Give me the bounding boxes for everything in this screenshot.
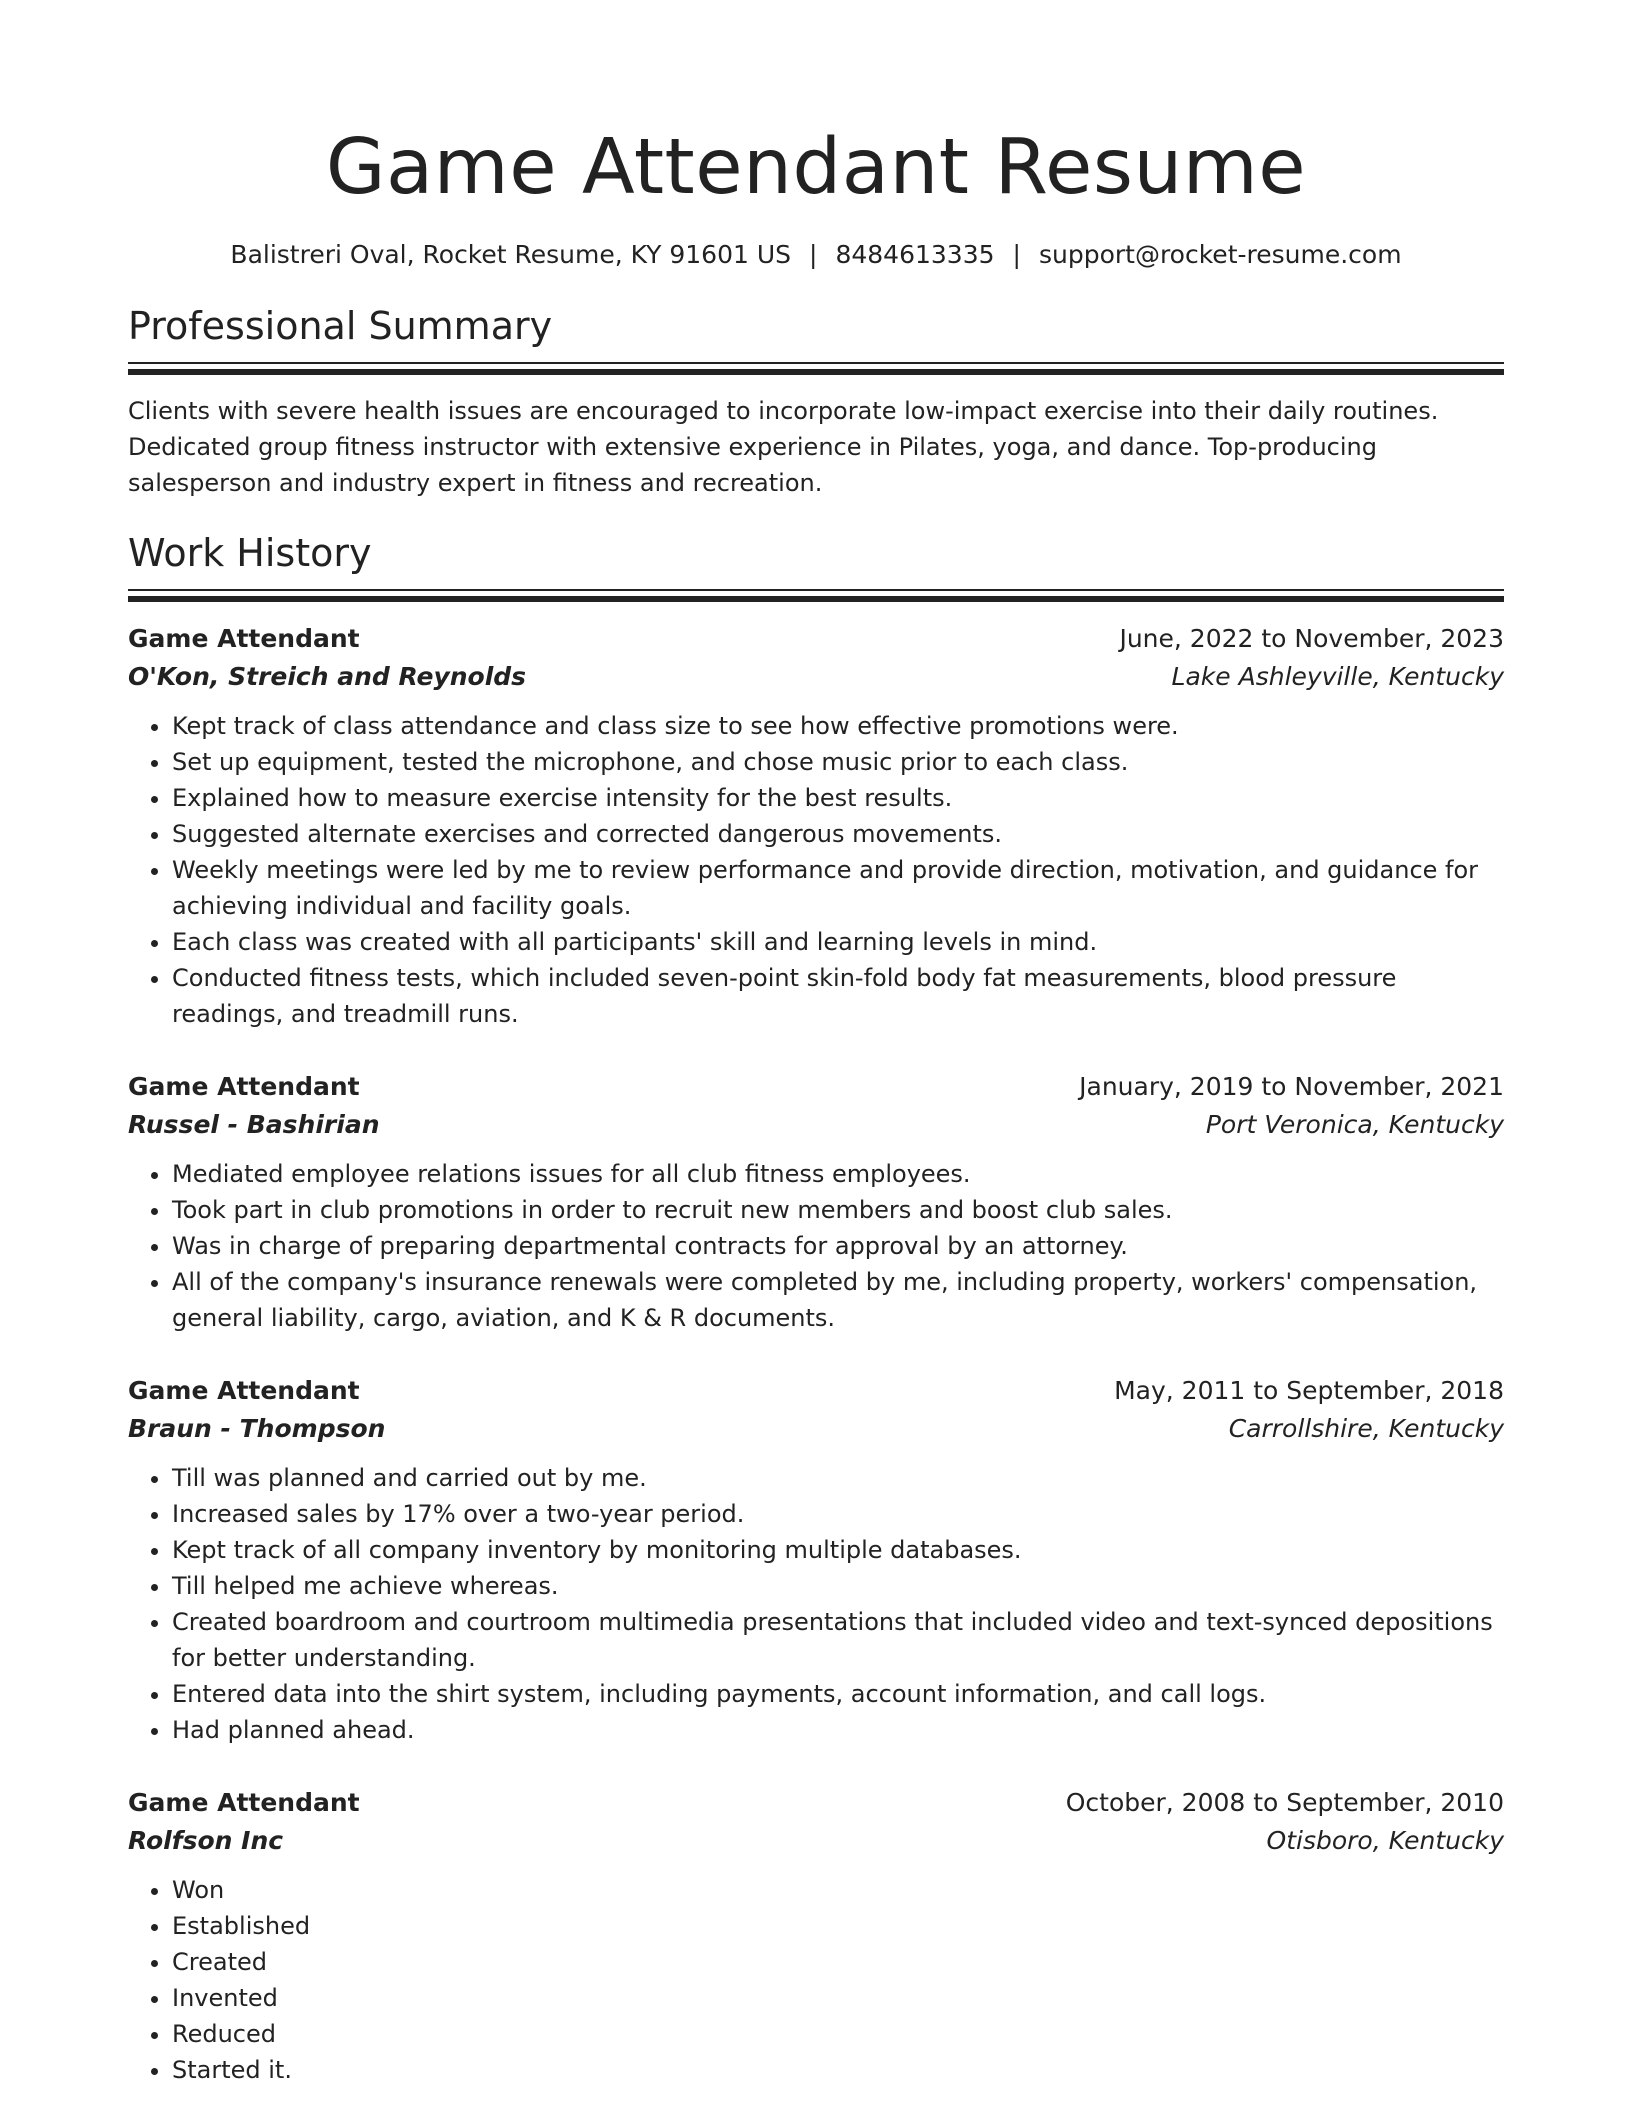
job-header-row	[128, 1784, 1504, 1822]
list-item: • Kept track of class attendance and class size to see how effective promotions were.	[172, 708, 1504, 744]
job-title: Game Attendant	[128, 1072, 360, 1101]
list-item: • Till helped me achieve whereas.	[172, 1568, 1504, 1604]
list-item: • Took part in club promotions in order to recruit new members and boost club sales.	[172, 1192, 1504, 1228]
job-dates: June, 2022 to November, 2023	[1119, 624, 1504, 653]
section-divider	[128, 589, 1504, 602]
resume-title: Game Attendant Resume	[325, 123, 1307, 212]
job-bullets	[128, 708, 1504, 1032]
job-entry	[128, 620, 1504, 1032]
job-entry	[128, 1372, 1504, 1748]
job-header-row	[128, 620, 1504, 658]
job-location: Carrollshire, Kentucky	[1228, 1414, 1504, 1443]
job-title: Game Attendant	[128, 1376, 360, 1405]
address: Balistreri Oval, Rocket Resume, KY 91601 US	[230, 240, 792, 269]
company-name: Russel - Bashirian	[128, 1110, 380, 1139]
section-title-work-history: Work History	[128, 531, 372, 575]
list-item: • Suggested alternate exercises and corrected dangerous movements.	[172, 816, 1504, 852]
phone: 8484613335	[835, 240, 995, 269]
section-divider	[128, 362, 1504, 375]
job-location: Port Veronica, Kentucky	[1205, 1110, 1504, 1139]
job-location: Otisboro, Kentucky	[1266, 1826, 1504, 1855]
company-name: Rolfson Inc	[128, 1826, 284, 1855]
list-item: • Mediated employee relations issues for all club fitness employees.	[172, 1156, 1504, 1192]
job-company-row	[128, 1410, 1504, 1448]
list-item: • Established	[172, 1908, 1504, 1944]
job-title: Game Attendant	[128, 1788, 360, 1817]
job-bullets	[128, 1156, 1504, 1336]
list-item: • Had planned ahead.	[172, 1712, 1504, 1748]
section-title-summary: Professional Summary	[128, 304, 553, 348]
job-dates: October, 2008 to September, 2010	[1065, 1788, 1504, 1817]
list-item: • Kept track of all company inventory by monitoring multiple databases.	[172, 1532, 1504, 1568]
job-location: Lake Ashleyville, Kentucky	[1171, 662, 1504, 691]
job-bullets	[128, 1872, 1504, 2088]
list-item: • Invented	[172, 1980, 1504, 2016]
contact-separator: |	[1012, 240, 1021, 269]
job-header-row	[128, 1068, 1504, 1106]
list-item: • Set up equipment, tested the microphone, and chose music prior to each class.	[172, 744, 1504, 780]
list-item: • Created	[172, 1944, 1504, 1980]
email: support@rocket-resume.com	[1038, 240, 1402, 269]
list-item: • Increased sales by 17% over a two-year period.	[172, 1496, 1504, 1532]
job-dates: May, 2011 to September, 2018	[1114, 1376, 1504, 1405]
job-entry	[128, 1068, 1504, 1336]
list-item: • Weekly meetings were led by me to review performance and provide direction, motivation, and guidance for achieving individual and facility goals.	[172, 852, 1504, 924]
list-item: • Was in charge of preparing departmental contracts for approval by an attorney.	[172, 1228, 1504, 1264]
job-bullets	[128, 1460, 1504, 1748]
contact-separator: |	[809, 240, 818, 269]
job-dates: January, 2019 to November, 2021	[1079, 1072, 1504, 1101]
job-company-row	[128, 658, 1504, 696]
job-title: Game Attendant	[128, 624, 360, 653]
job-company-row	[128, 1106, 1504, 1144]
list-item: • Conducted fitness tests, which included seven-point skin-fold body fat measurements, blood pressure readings, and treadmill runs.	[172, 960, 1504, 1032]
work-history-list	[128, 620, 1504, 2088]
list-item: • Each class was created with all participants' skill and learning levels in mind.	[172, 924, 1504, 960]
list-item: • Won	[172, 1872, 1504, 1908]
job-company-row	[128, 1822, 1504, 1860]
list-item: • Created boardroom and courtroom multimedia presentations that included video and text-synced depositions for better understanding.	[172, 1604, 1504, 1676]
list-item: • Entered data into the shirt system, including payments, account information, and call logs.	[172, 1676, 1504, 1712]
job-header-row	[128, 1372, 1504, 1410]
job-entry	[128, 1784, 1504, 2088]
list-item: • Till was planned and carried out by me.	[172, 1460, 1504, 1496]
company-name: Braun - Thompson	[128, 1414, 386, 1443]
list-item: • All of the company's insurance renewals were completed by me, including property, workers' compensation, general liability, cargo, aviation, and K & R documents.	[172, 1264, 1504, 1336]
list-item: • Explained how to measure exercise intensity for the best results.	[172, 780, 1504, 816]
list-item: • Reduced	[172, 2016, 1504, 2052]
list-item: • Started it.	[172, 2052, 1504, 2088]
company-name: O'Kon, Streich and Reynolds	[128, 662, 527, 691]
contact-line	[128, 238, 1504, 272]
summary-text: Clients with severe health issues are encouraged to incorporate low-impact exercise into their daily routines. Dedicated group fitness instructor with extensive experience in Pilates, yoga, and dance. Top-producing salesperson and industry expert in fitness and recreation.	[128, 397, 1439, 497]
